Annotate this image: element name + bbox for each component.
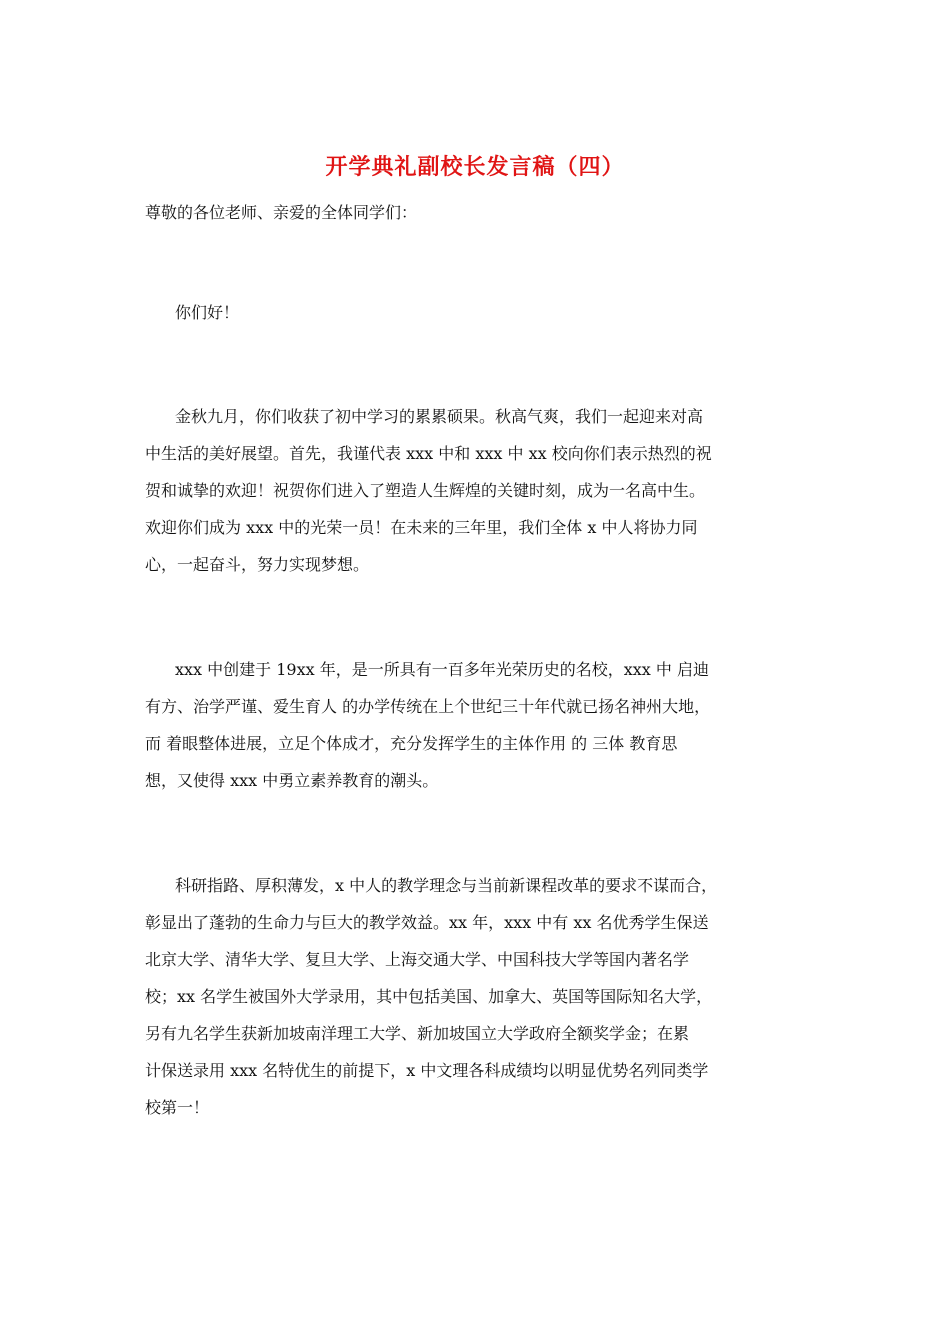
document-title: 开学典礼副校长发言稿（四）	[325, 154, 625, 180]
paragraph-3	[145, 867, 815, 1126]
greeting-paragraph	[145, 294, 815, 331]
paragraph-line: 而 着眼整体进展，立足个体成才，充分发挥学生的主体作用 的 三体 教育思	[145, 734, 678, 753]
greeting-line: 你们好！	[175, 303, 240, 322]
paragraph-line: 贺和诚挚的欢迎！祝贺你们进入了塑造人生辉煌的关键时刻，成为一名高中生。	[145, 481, 706, 500]
paragraph-line: 中生活的美好展望。首先，我谨代表 xxx 中和 xxx 中 xx 校向你们表示热烈的祝	[145, 444, 712, 463]
paragraph-line: 校第一！	[145, 1098, 210, 1117]
paragraph-line: 彰显出了蓬勃的生命力与巨大的教学效益。xx 年，xxx 中有 xx 名优秀学生保送	[145, 913, 709, 932]
paragraph-line: 校；xx 名学生被国外大学录用，其中包括美国、加拿大、英国等国际知名大学，	[145, 987, 713, 1006]
paragraph-line: 计保送录用 xxx 名特优生的前提下，x 中文理各科成绩均以明显优势名列同类学	[145, 1061, 709, 1080]
paragraph-1	[145, 398, 815, 583]
paragraph-line: 北京大学、清华大学、复旦大学、上海交通大学、中国科技大学等国内著名学	[145, 950, 690, 969]
salutation: 尊敬的各位老师、亲爱的全体同学们：	[145, 203, 418, 222]
paragraph-line: 有方、治学严谨、爱生育人 的办学传统在上个世纪三十年代就已扬名神州大地，	[145, 697, 711, 716]
paragraph-line: 心，一起奋斗，努力实现梦想。	[145, 555, 370, 574]
paragraph-line: 另有九名学生获新加坡南洋理工大学、新加坡国立大学政府全额奖学金；在累	[145, 1024, 690, 1043]
paragraph-line: 科研指路、厚积薄发，x 中人的教学理念与当前新课程改革的要求不谋而合，	[175, 876, 718, 895]
paragraph-line: 金秋九月，你们收获了初中学习的累累硕果。秋高气爽，我们一起迎来对高	[175, 407, 704, 426]
paragraph-line: 想，又使得 xxx 中勇立素养教育的潮头。	[145, 771, 439, 790]
paragraph-line: xxx 中创建于 19xx 年，是一所具有一百多年光荣历史的名校，xxx 中 启迪	[175, 660, 709, 679]
paragraph-line: 欢迎你们成为 xxx 中的光荣一员！在未来的三年里，我们全体 x 中人将协力同	[145, 518, 698, 537]
paragraph-2	[145, 651, 815, 799]
